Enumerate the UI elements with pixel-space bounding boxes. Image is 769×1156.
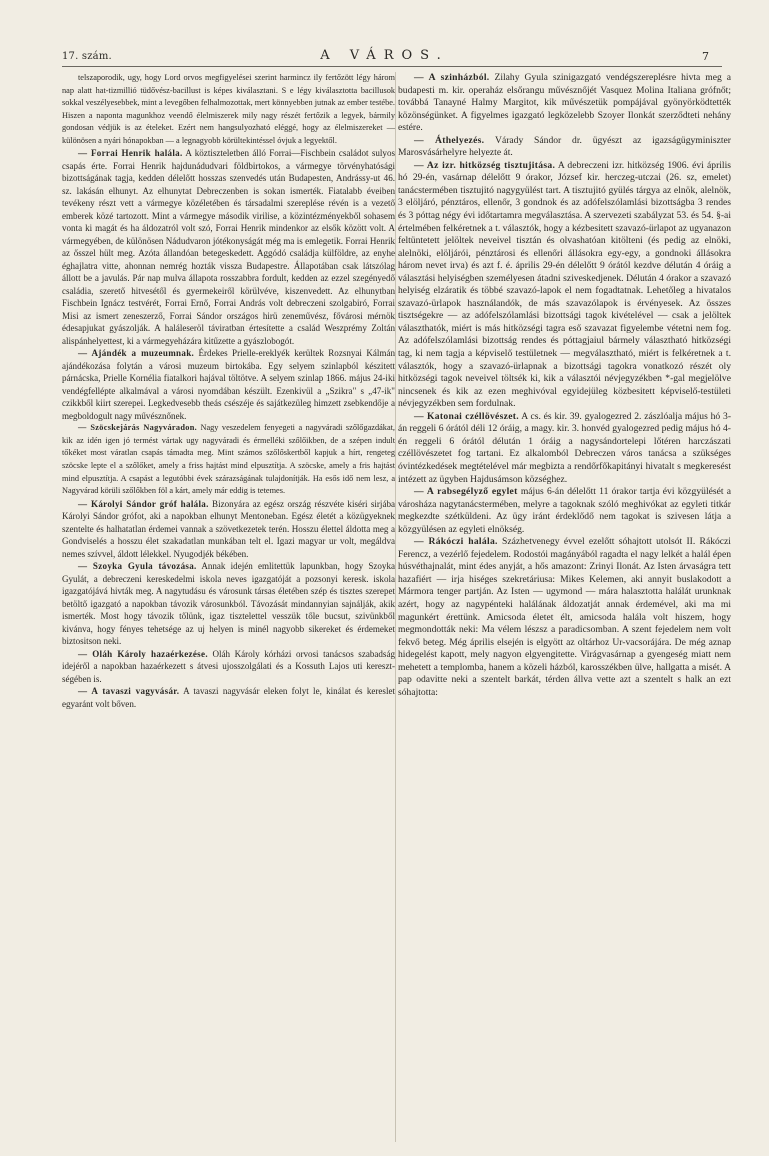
article-headline: — Katonai czéllövészet.	[414, 410, 519, 422]
article-body: A debreczeni izr. hitközség 1906. évi április hó 29-én, vasárnap délelőtt 9 órakor, József kir. herczeg-utczai (26. sz, emelet) tanácstermében tisztujitó nagygyülést tart. A tisztujitó gyülés tárgya az elnök, alelnök, 3 elöljáró, pénztáros, ellenőr, 3 gondnok és az adófelszólamlási bizottságba 3 rendes és 3 póttag négy évi időtartamra megválasztása. A szervezeti szabályzat 53. és 54. §-ai értelmében felkéretnek a t. választók, hogy a kézbesitett szavazó-ürlapot az ugyanazon feltüntetett jelöltek neveivel tisztán és olvashatóan kitölteni (és pedig az elnöki, alelnöki, elöljárói, pénztárosi és ellenőri állásokra egy-egy, a gondnoki állásokra három nevet irva) és azt f. é. április 29-én délelőtt 9 órától kezdve délután 4 óráig a választási helyiségben személyesen átadni sziveskedjenek. Délután 4 órakor a szavazó helyiség elzáratik és többé szavazó-lapok el nem fogadtatnak. Lehetőleg a hivatalos szavazó-ürlapok használandók, de más szavazólapok is érvényesek. Az összes tisztségekre — az adófelszólamlási bizottsági tagok kivételével — csak a jelöltek választhatók, miért is más hitközségi tagra eső szavazat figyelembe vétetni nem fog. Az adófelszólamlási bizottság rendes és póttagjaiul bármely választható hitközségi tag, ki nem tagja a képviselő testületnek — megválasztható, miért is felkéretnek a t. választók, hogy a szavazó-ürlapnak a bizottsági tagokra vonatkozó részét oly hitközségi tagok neveivel töltsék ki, kik a választói névjegyzékben *-gal megjelölve nincsenek és kik az ezen meghivóval egyidejüleg közbesitett képviselő-testületi névjegyzékben sem fordulnak.	[398, 159, 731, 410]
article-body: telszaporodik, ugy, hogy Lord orvos megfigyelései szerint harmincz ily fertőzött légy három nap alatt hat-tizmillió tüdővész-bacillust is képes kiválasztani. S e légy kiválasztotta bacillusok sokkal veszélyesebbek, mint a levegőben felhalmozottak, mert könnyebben jutnak az ember testébe. Hiszen a naponta magunkhoz veendő élelmiszerek mily nagy részét fertőzik a legyek, bármily gondosan védjük is az ételeket. Ezért nem hangsulyozható eléggé, hogy az élelmiszereket — különösen a nyári hónapokban — a legnagyobb körültekintéssel óvjuk a legyektől.	[62, 73, 395, 145]
article-katonai-czellovo	[398, 411, 731, 486]
article-tavaszi-vasar	[62, 685, 395, 710]
article-headline: — Az izr. hitközség tisztujitása.	[414, 159, 556, 171]
article-forrai-henrik	[62, 147, 395, 347]
article-body: Érdekes Prielle-ereklyék kerültek Rozsnyai Kálmán ajándékozása folytán a városi muzeum birtokába. Egy selyem szinlapból készitett párnácska, Prielle Kornélia fiatalkori hajával töltötve. A selyem szinlap 1866. május 24-iki vendégfellépte alkalmával a városi nyomdában készült. Ezenkivül a „Szikra" s „47-ik" czikkből kiirt szerepei. Legkedvesebb theás csészéje és sajátkezüleg himzett zsebkendője a megboldogult nagy művésznőnek.	[62, 348, 395, 421]
article-szinhaz	[398, 72, 731, 135]
left-column	[62, 72, 395, 710]
newspaper-title: A VÁROS.	[320, 48, 449, 63]
article-body: május 6-án délelőtt 11 órakor tartja évi közgyülését a városháza nagytanácstermében, melyre a tagoknak szóló meghivókat az egyleti titkár megkezdte szétküldeni. Az ügy iránt érdeklődő nem tagokat is szivesen látja a közgyülésen az egyleti elnökség.	[398, 486, 731, 535]
article-ajandek-muzeum	[62, 347, 395, 422]
header-rule	[62, 66, 722, 67]
page-header	[0, 0, 769, 70]
article-legyek	[62, 72, 395, 147]
article-body: A tavaszi nagyvásár eleken folyt le, kinálat és kereslet egyaránt volt bőven.	[62, 686, 395, 709]
article-karolyi-sandor	[62, 498, 395, 561]
article-headline: — Oláh Károly hazaérkezése.	[78, 648, 208, 659]
article-headline: — Rákóczi halála.	[414, 536, 498, 548]
article-rabsegelyzo	[398, 486, 731, 536]
article-izr-hitkozseg	[398, 160, 731, 411]
article-body: A cs. és kir. 39. gyalogezred 2. zászlóalja május hó 3-án reggeli 6 órától déli 12 óráig, a magy. kir. 3. honvéd gyalogezred pedig május hó 4-én reggeli 6 órától délután 1 óráig a nagysándortelepi lőtéren harczászati czéllövészetet fog tartani. Ez alkalomból Debreczen város tanácsa a szükséges óvintézkedések megtételével már megbizta a rendőrfőkapitányi hivatalt s megkeresést intézett az ügyben Hajdusámson községhez.	[398, 410, 732, 485]
article-athelyezes	[398, 135, 731, 160]
article-body: Annak idején emlitettük lapunkban, hogy Szoyka Gyulát, a debreczeni kereskedelmi iskola neves igazgatóját a pozsonyi keresk. iskola igazgatójává hivták meg. A nagytudásu és városunk társas életében szép és tisztes szerepet betöltő igazgató a napokban távozik városunkból. Távozását mindannyian sajnálják, akik ismerték. Most hogy távozik tőlünk, igaz tisztelettel vesszük tőle bucsut, szivünkből kivánva, hogy fényes tehetsége az uj helyen is minél nagyobb sikereket és érdemeket biztositson neki.	[62, 561, 395, 647]
article-body: Bizonyára az egész ország részvéte kiséri sirjába Károlyi Sándor grófot, aki a napokban elhunyt Mentoneban. Egész életét a közügyeknek szentelte és halhatatlan érdemei vannak a szövetkezetek terén. Hosszu élettel áldotta meg a Gondviselés a hosszu élet szakadatlan munkában telt el. Igazi magyar ur volt, megáldva nemes szívvel, áldott lélekkel. Nyugodjék békében.	[62, 498, 395, 559]
column-divider	[395, 72, 396, 1142]
article-headline: — Forrai Henrik halála.	[78, 148, 183, 159]
article-headline: — A tavaszi vagyvásár.	[78, 686, 180, 697]
article-szocskejaras	[62, 422, 395, 497]
article-headline: — Szöcskejárás Nagyváradon.	[78, 423, 197, 433]
article-headline: — A szinházból.	[414, 72, 490, 83]
issue-number: 17. szám.	[62, 51, 112, 62]
article-rakoczi-halala	[398, 536, 731, 699]
article-headline: — Károlyi Sándor gróf halála.	[78, 498, 209, 509]
article-headline: — Áthelyezés.	[414, 134, 485, 146]
article-body: Százhetvenegy évvel ezelőtt sóhajtott utolsót II. Rákóczi Ferencz, a vezérlő fejedelem. Rodostói magányából ragadta el nagy lelkét a halál épen húsvéthajnalát, mint édes anyját, a hős amazont: Zrinyi Ilonát. Az Isten árvaságra tett hazafiért — irja hiséges szekretáriusa: Mikes Kelemen, aki annyit buslakodott a Mármora tenger partján. Az Isten — ugymond — mára halasztotta halálát urunknak azért, hogy az nagypénteki halálának áldozatját annak érdemével, aki ma mi magunkért érettünk. Amicsoda életet élt, amicsoda halála volt hiszem, hogy megmondották neki: Ma vélem lészsz a paradicsomban. A szent fejedelem nem volt fekvő beteg. Még április elsején is elgyött az oltárhoz Ur-vacsorájára. De még aznap hidegelést kapott, mely nagyon elgyengitette. Virágvasárnap a gyengeség miatt nem mehetett a templomba, hanem a közeli házból, karosszékben ülve, hallgatta a misét. A pap odavitte neki a szentelt barkát, térden állva vette azt a szentelt s halk an ezt sóhajtotta:	[398, 536, 731, 698]
article-headline: — Ajándék a muzeumnak.	[78, 348, 195, 359]
article-body: Oláh Károly kórházi orvosi tanácsos szabadság idejéről a napokban hazaérkezett s átvesi ujosszolgálati és a Kossuth Lajos uti kereszt-ségében is.	[62, 648, 395, 684]
article-headline: — A rabsegélyző egylet	[414, 486, 518, 498]
page-number: 7	[702, 50, 709, 63]
article-body: Zilahy Gyula szinigazgató vendégszereplésre hivta meg a budapesti m. kir. operaház elsőrangu művésznőjét Vasquez Molina Italiana grófnőt; továbbá Tanayné Halmy Margitot, kik művészetük pompájával gyönyörködtették közönségünket. A figyelmes igazgató legközelebb Szoyer Ilonkát szerződteti nehány estére.	[398, 72, 732, 134]
article-headline: — Szoyka Gyula távozása.	[78, 561, 197, 572]
article-body: A köztiszteletben álló Forrai—Fischbein családot sulyos csapás érte. Forrai Henrik hajdunádudvari földbirtokos, a vármegye törvényhatósági bizottságának tagja, kedden délelőtt hosszas szenvedés után Budapesten, Andrássy-ut 46. sz. lakásán elhunyt. Az elhunytat Debreczenben is sokan ismerték. Fiatalabb éveiben tevékeny részt vett a vármegye közéletében és társadalmi szereplése révén is a vezető emberek közé tartozott. Mint a vármegye második virilise, a közintézményekből sohasem vonta ki magát és ha áldozatról volt szó, Forrai Henrik mindenkor az elsők között volt. A vármegyében, de különösen Nádudvaron jótékonyságát még ma is emlegetik. Forrai Henrik az ősszel hült meg. Azóta állandóan betegeskedett. Aggódó családja külföldre, az enyhe éghajlatra vitte, ahonnan nemrég hozták vissza Budapestre. Állapotában csak látszólag állott be a javulás. Pár nap mulva állapota rosszabbra fordult, kedden az ezzel szegényedő családia, szerető hitvesétől és gyermekeiről körülvéve, kiszenvedett. Az elhunytban Fischbein Ignácz testvérét, Forrai Ernő, Forrai András volt debreczeni szolgabiró, Forrai Misi az ismert zeneszerző, Forrai Sándor országos hirü zeneművész, fővárosi mérnök édesapjukat gyászolják. A haláleseröl táviratban értesítette a család Weszprémy Zoltán alispánhelyettest, ki a vármegyeházára kitűzette a gyászlobogót.	[62, 148, 395, 346]
article-body: Nagy veszedelem fenyegeti a nagyváradi szőlőgazdákat, kik az idén igen jó termést vártak ugy nagyváradi és érmelléki szőlőikben, de a szépen indult tőkéket most váratlan csapás támadta meg. Mint számos szőlőskertből kapjuk a hírt, rengeteg szöcske lepte el a szőlőket, amely a friss hajtást mind elpusztítja. A szöcske, amely a fris hajtást mind elpusztítja. A csapást a legutóbbi évek szárazságának tulajdonítják. Ha esős idő nem lesz, a Nagyvárad körüli szőlőkben föl a kárt, amely már eddig is tetemes.	[62, 423, 396, 496]
article-olah-karoly	[62, 648, 395, 686]
article-szoyka-gyula	[62, 560, 395, 648]
article-body: Várady Sándor dr. ügyészt az igazságügyminiszter Marosvásárhelyre helyezte át.	[398, 134, 731, 159]
right-column	[398, 72, 731, 699]
